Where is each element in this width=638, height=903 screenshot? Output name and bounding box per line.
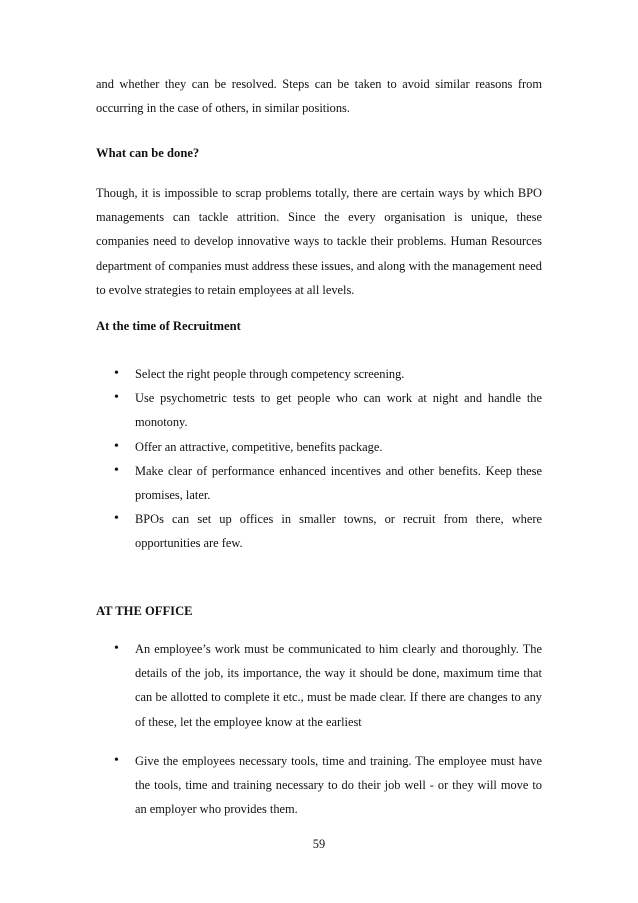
list-item-text: Make clear of performance enhanced incentives and other benefits. Keep these promises, later. xyxy=(135,463,542,503)
bullet-icon: • xyxy=(114,752,119,768)
list-item-text: Select the right people through competency screening. xyxy=(135,367,405,381)
page-number: 59 xyxy=(312,837,326,851)
recruitment-bullet-list xyxy=(96,362,542,556)
list-item-text: An employee’s work must be communicated to him clearly and thoroughly. The details of the job, its importance, the way it should be done, maximum time that can be allotted to complete it etc., must be made clear. If there are changes to any of these, let the employee know at the earliest xyxy=(135,642,542,729)
what-can-be-done-paragraph: Though, it is impossible to scrap problems totally, there are certain ways by which BPO managements can tackle attrition. Since the every organisation is unique, these companies need to develop innovative ways to tackle their problems. Human Resources department of companies must address these issues, and along with the management need to evolve strategies to retain employees at all levels. xyxy=(96,186,542,297)
list-item xyxy=(96,749,542,822)
bullet-icon: • xyxy=(114,366,119,381)
heading-recruitment: At the time of Recruitment xyxy=(96,319,241,333)
list-item xyxy=(96,362,542,386)
office-bullet-list xyxy=(96,637,542,821)
list-item-text: Use psychometric tests to get people who can work at night and handle the monotony. xyxy=(135,391,542,430)
bullet-icon: • xyxy=(114,390,119,406)
list-item xyxy=(96,459,542,507)
bullet-icon: • xyxy=(114,511,119,527)
heading-at-the-office: AT THE OFFICE xyxy=(96,604,193,618)
list-item xyxy=(96,637,542,734)
heading-what-can-be-done: What can be done? xyxy=(96,146,200,160)
bullet-icon: • xyxy=(114,438,119,454)
list-item xyxy=(96,435,542,459)
list-item xyxy=(96,386,542,434)
bullet-icon: • xyxy=(114,641,119,656)
list-item xyxy=(96,507,542,555)
list-item-text: BPOs can set up offices in smaller towns, or recruit from there, where opportunities are few. xyxy=(135,512,542,551)
list-item-text: Give the employees necessary tools, time and training. The employee must have the tools, time and training necessary to do their job well - or they will move to an employer who provides them. xyxy=(135,753,542,817)
intro-paragraph: and whether they can be resolved. Steps can be taken to avoid similar reasons from occurring in the case of others, in similar positions. xyxy=(96,77,542,116)
bullet-icon: • xyxy=(114,462,119,478)
list-item-text: Offer an attractive, competitive, benefits package. xyxy=(135,439,383,454)
